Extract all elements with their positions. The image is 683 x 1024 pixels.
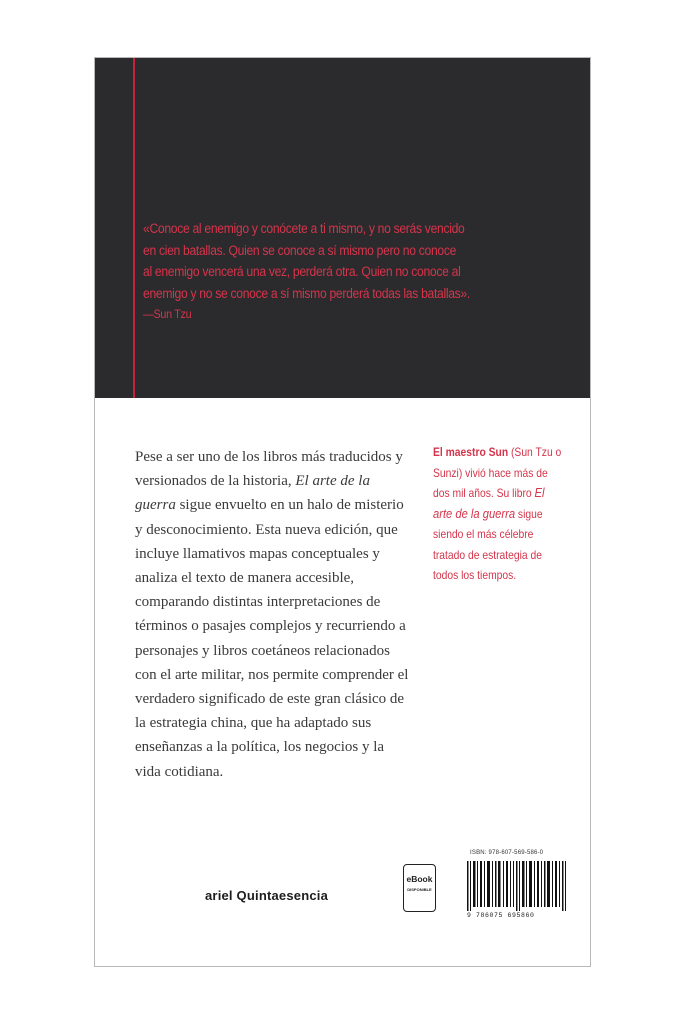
quote-line: al enemigo vencerá una vez, perderá otra. Quien no conoce al <box>143 264 461 279</box>
book-description <box>135 445 410 784</box>
isbn-number: ISBN: 978-607-569-586-0 <box>470 850 544 856</box>
sun-tzu-quote <box>143 218 566 326</box>
author-bio <box>433 442 564 586</box>
barcode-digits: 9 786075 695860 <box>467 912 535 919</box>
description-book-title: El arte de la guerra <box>135 473 370 514</box>
quote-line: en cien batallas. Quien se conoce a sí mismo pero no conoce <box>143 242 457 258</box>
barcode-icon <box>465 861 575 911</box>
description-text-2: sigue envuelto en un halo de misterio y desconocimiento. Esta nueva edición, que incluye llamativos mapas conceptuales y analiza el texto de manera accesible, comparando distintas interpretaciones de términos o pasajes complejos y recurriendo a personajes y libros coetáneos relacionados con el arte militar, nos permite comprender el verdadero significado de este gran clásico de la estrategia china, que ha adaptado sus enseñanzas a la política, los negocios y la vida cotidiana. <box>135 497 409 780</box>
ebook-sublabel: DISPONIBLE <box>407 887 432 892</box>
book-back-cover <box>94 57 591 967</box>
ebook-label: eBook <box>406 874 433 884</box>
publisher-logo: ariel Quintaesencia <box>205 888 329 903</box>
red-vertical-rule <box>133 58 135 398</box>
quote-line: «Conoce al enemigo y conócete a ti mismo, y no serás vencido <box>143 221 465 236</box>
author-bio-text-2: sigue siendo el más célebre tratado de estrategia de todos los tiempos. <box>433 506 543 582</box>
author-bio-book-title: El arte de la guerra <box>433 485 545 521</box>
quote-attribution: —Sun Tzu <box>143 307 192 321</box>
description-text-1: Pese a ser uno de los libros más traducidos y versionados de la historia, <box>135 449 403 490</box>
author-bio-text-1: (Sun Tzu o Sunzi) vivió hace más de dos mil años. Su libro <box>433 445 562 500</box>
ebook-available-badge <box>403 864 436 912</box>
author-name: El maestro Sun <box>433 445 509 459</box>
dark-quote-panel <box>95 58 590 398</box>
quote-line: enemigo y no se conoce a sí mismo perderá todas las batallas». <box>143 285 470 301</box>
